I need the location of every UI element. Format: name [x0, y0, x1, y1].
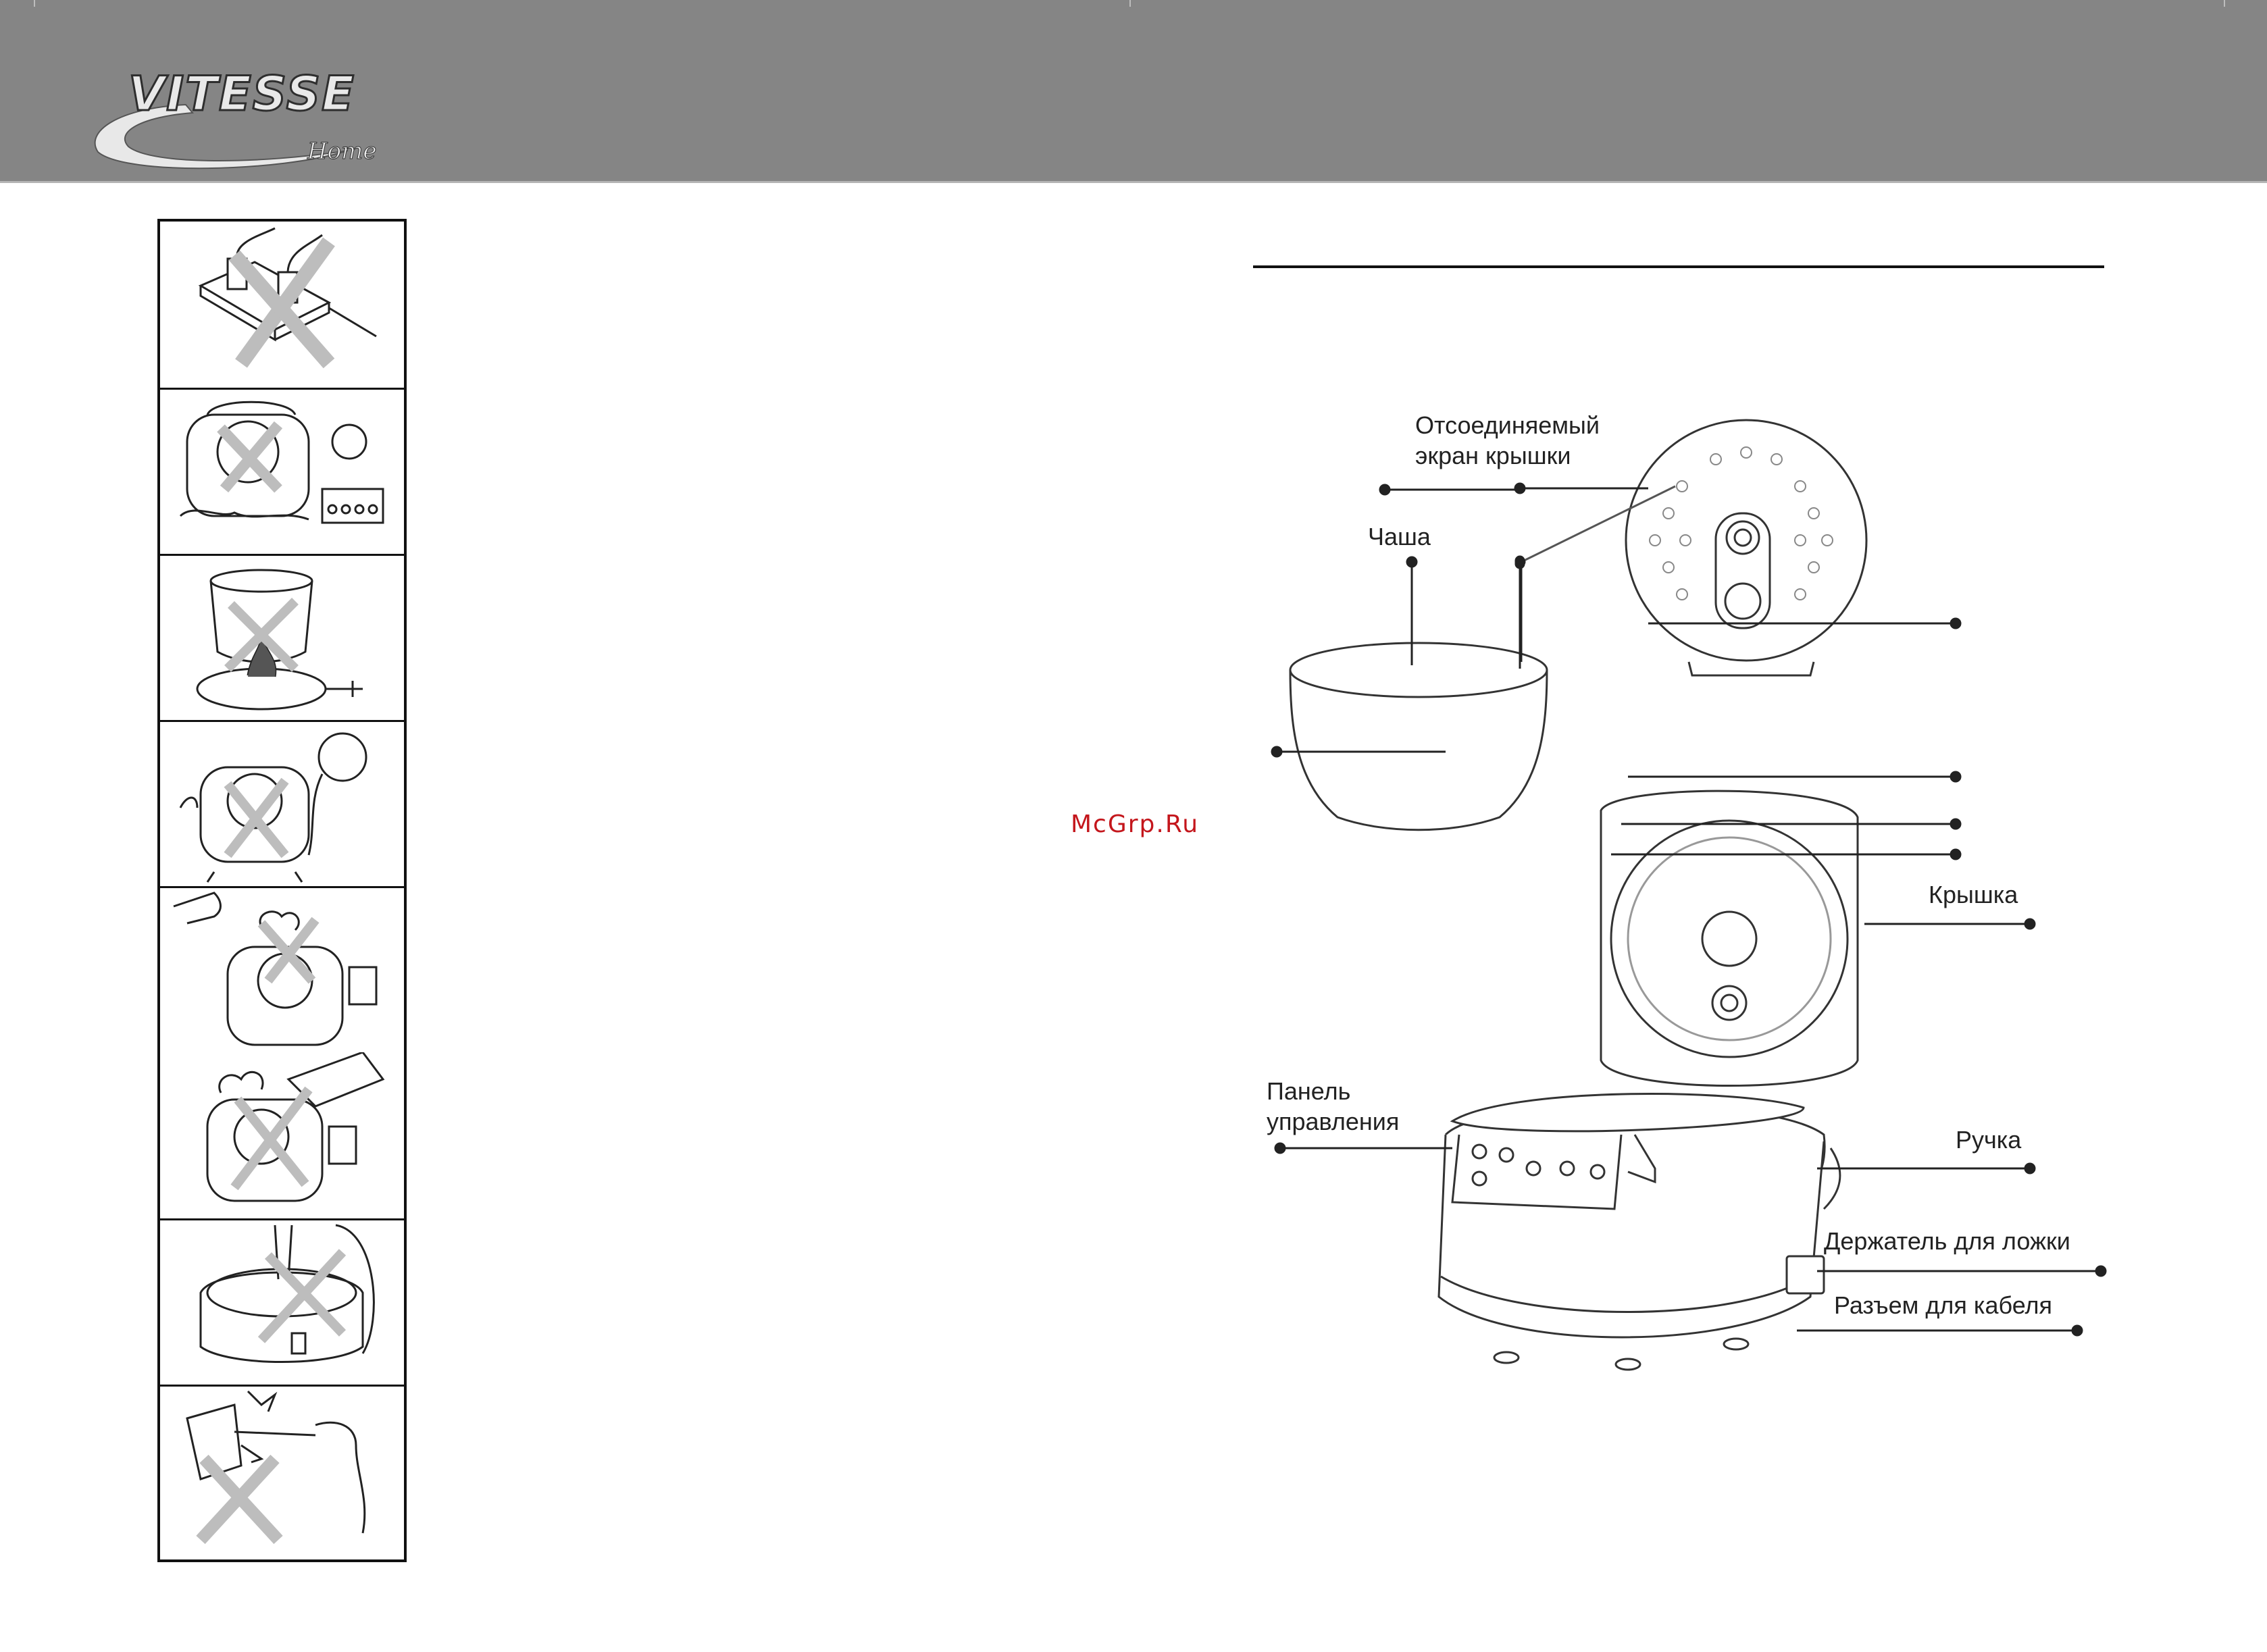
- vitesse-logo: [78, 57, 415, 179]
- power-strip-crossed-icon: [160, 222, 404, 388]
- hand-over-steam-crossed-icon: [160, 886, 404, 1052]
- watermark-text: McGrp.Ru: [1071, 810, 1200, 838]
- warning-panel-power-strip: [160, 222, 404, 390]
- logo-subbrand: Home: [307, 138, 377, 165]
- label-cable-socket: Разъем для кабеля: [1834, 1291, 2053, 1319]
- pulling-plug-by-cord-crossed-icon: [160, 1385, 404, 1551]
- label-control-panel-line1: Панель: [1267, 1077, 1351, 1105]
- label-handle: Ручка: [1956, 1126, 2022, 1154]
- label-spoon-holder: Держатель для ложки: [1824, 1227, 2070, 1255]
- warning-panel-child: [160, 720, 404, 888]
- cloth-over-steam-vent-crossed-icon: [160, 1052, 404, 1218]
- water-pour-into-base-crossed-icon: [160, 1218, 404, 1385]
- warning-panel-plug-cord: [160, 1385, 404, 1551]
- label-bowl: Чаша: [1368, 523, 1431, 550]
- crop-mark: [34, 0, 35, 7]
- warning-panel-cloth-vent: [160, 1052, 404, 1220]
- label-lid: Крышка: [1929, 881, 2018, 908]
- label-lid-screen-line1: Отсоединяемый: [1415, 411, 1600, 439]
- warning-panel-water-base: [160, 1218, 404, 1387]
- crop-mark: [2224, 0, 2225, 7]
- child-near-cooker-crossed-icon: [160, 720, 404, 886]
- safety-warnings-strip: [157, 219, 407, 1562]
- bowl-on-gas-stove-crossed-icon: [160, 554, 404, 720]
- warning-panel-heat-source: [160, 388, 404, 556]
- section-divider: [1253, 265, 2104, 268]
- label-lid-screen-line2: экран крышки: [1415, 442, 1571, 469]
- multicooker-parts-diagram: [1250, 378, 2128, 1405]
- crop-mark: [1129, 0, 1131, 7]
- cooker-near-heat-crossed-icon: [160, 388, 404, 554]
- warning-panel-gas-stove: [160, 554, 404, 722]
- logo-brand: VITESSE: [128, 66, 355, 122]
- warning-panel-hand-steam: [160, 886, 404, 1052]
- label-control-panel-line2: управления: [1267, 1108, 1400, 1135]
- page-header: [0, 0, 2267, 183]
